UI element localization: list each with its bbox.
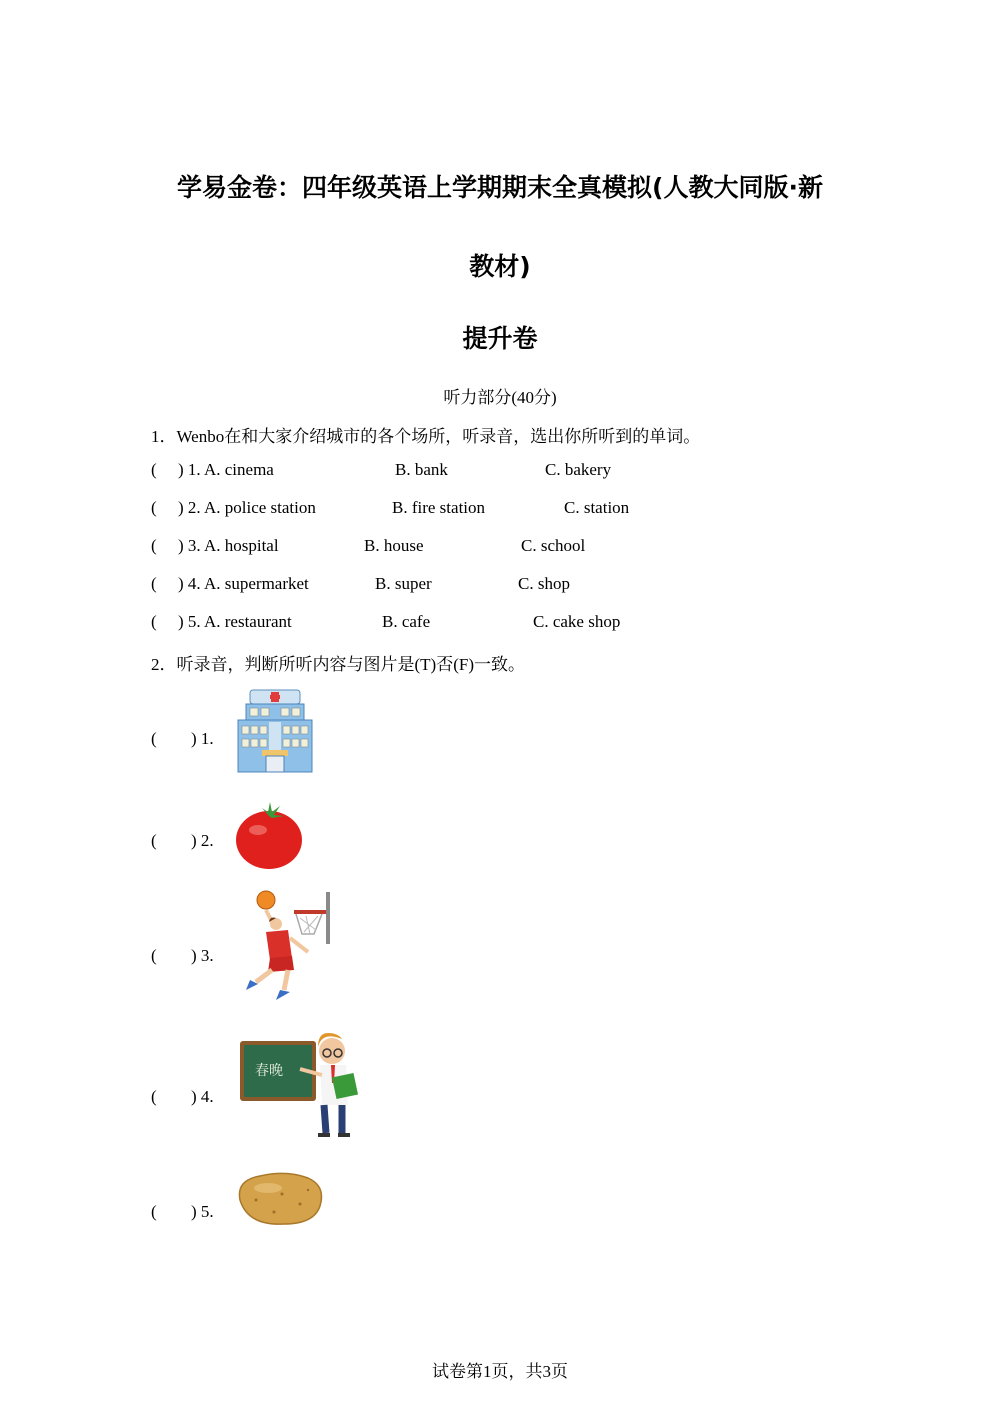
item-number: ) 5. <box>191 1202 214 1221</box>
option-b: B. cafe <box>382 612 431 631</box>
answer-bracket: ( <box>151 1202 157 1221</box>
option-b: B. fire station <box>392 498 486 517</box>
question-2-prompt: 2．听录音，判断所听内容与图片是(T)否(F)一致。 <box>151 655 525 674</box>
option-c: C. school <box>521 536 586 555</box>
option-b: B. super <box>375 574 432 593</box>
item-number: ) 4. <box>191 1087 214 1106</box>
document-title-line1: 学易金卷：四年级英语上学期期末全真模拟(人教大同版·新 <box>177 173 823 202</box>
item-number: ) 3. <box>191 946 214 965</box>
option-a: ) 5. A. restaurant <box>178 612 292 631</box>
option-c: C. cake shop <box>533 612 621 631</box>
option-c: C. bakery <box>545 460 612 479</box>
answer-bracket: ( <box>151 498 157 517</box>
hospital-image <box>236 686 314 774</box>
answer-bracket: ( <box>151 536 157 555</box>
blackboard-text: 春晚 <box>255 1063 283 1079</box>
answer-bracket: ( <box>151 946 157 965</box>
option-b: B. bank <box>395 460 448 479</box>
tomato-image <box>234 800 304 872</box>
option-a: ) 2. A. police station <box>178 498 316 517</box>
option-a: ) 3. A. hospital <box>178 536 279 555</box>
item-number: ) 2. <box>191 831 214 850</box>
question-1-prompt: 1．Wenbo在和大家介绍城市的各个场所，听录音，选出你所听到的单词。 <box>151 427 701 446</box>
teacher-blackboard-image <box>238 1031 362 1139</box>
option-b: B. house <box>364 536 424 555</box>
section-title: 听力部分(40分) <box>443 388 557 407</box>
option-c: C. station <box>564 498 630 517</box>
document-subtitle: 提升卷 <box>462 324 538 353</box>
option-a: ) 1. A. cinema <box>178 460 274 479</box>
option-a: ) 4. A. supermarket <box>178 574 309 593</box>
answer-bracket: ( <box>151 612 157 631</box>
document-title-line2: 教材) <box>469 252 531 281</box>
answer-bracket: ( <box>151 831 157 850</box>
answer-bracket: ( <box>151 574 157 593</box>
answer-bracket: ( <box>151 460 157 479</box>
basketball-player-image <box>236 890 332 1004</box>
potato-image <box>234 1170 324 1228</box>
teacher-illustration <box>238 1031 362 1139</box>
page-footer: 试卷第1页，共3页 <box>432 1362 568 1381</box>
answer-bracket: ( <box>151 1087 157 1106</box>
answer-bracket: ( <box>151 729 157 748</box>
item-number: ) 1. <box>191 729 214 748</box>
option-c: C. shop <box>518 574 570 593</box>
